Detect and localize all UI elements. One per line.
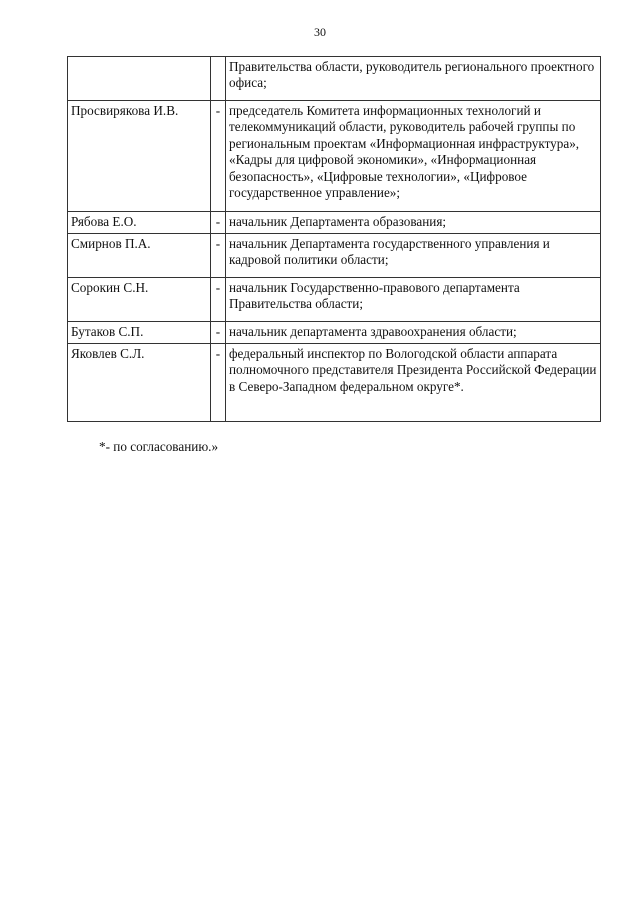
- member-dash: -: [211, 101, 226, 212]
- member-role: начальник Государственно-правового департамента Правительства области;: [226, 278, 601, 322]
- member-name: Бутаков С.П.: [68, 322, 211, 344]
- member-dash: -: [211, 278, 226, 322]
- page-number: 30: [314, 25, 326, 39]
- member-dash: [211, 57, 226, 101]
- footnote: *- по согласованию.»: [99, 439, 219, 454]
- table-row: [68, 212, 601, 234]
- member-name: Яковлев С.Л.: [68, 344, 211, 422]
- table-row: [68, 101, 601, 212]
- member-role: Правительства области, руководитель регионального проектного офиса;: [226, 57, 601, 101]
- member-role: федеральный инспектор по Вологодской области аппарата полномочного представителя Президента Российской Федерации в Северо-Западном федеральном округе*.: [226, 344, 601, 422]
- table-row: [68, 57, 601, 101]
- member-name: Просвирякова И.В.: [68, 101, 211, 212]
- member-dash: -: [211, 322, 226, 344]
- member-role: председатель Комитета информационных технологий и телекоммуникаций области, руководитель рабочей группы по региональным проектам «Информационная инфраструктура», «Кадры для цифровой экономики», «Информационная безопасность», «Цифровые технологии», «Цифровое государственное управление»;: [226, 101, 601, 212]
- table-row: [68, 234, 601, 278]
- member-dash: -: [211, 234, 226, 278]
- table-row: [68, 344, 601, 422]
- table-row: [68, 322, 601, 344]
- members-table: [67, 56, 601, 422]
- member-role: начальник Департамента государственного управления и кадровой политики области;: [226, 234, 601, 278]
- member-name: Сорокин С.Н.: [68, 278, 211, 322]
- member-name: Смирнов П.А.: [68, 234, 211, 278]
- table-row: [68, 278, 601, 322]
- member-role: начальник Департамента образования;: [226, 212, 601, 234]
- member-dash: -: [211, 344, 226, 422]
- member-name: [68, 57, 211, 101]
- member-role: начальник департамента здравоохранения области;: [226, 322, 601, 344]
- member-name: Рябова Е.О.: [68, 212, 211, 234]
- member-dash: -: [211, 212, 226, 234]
